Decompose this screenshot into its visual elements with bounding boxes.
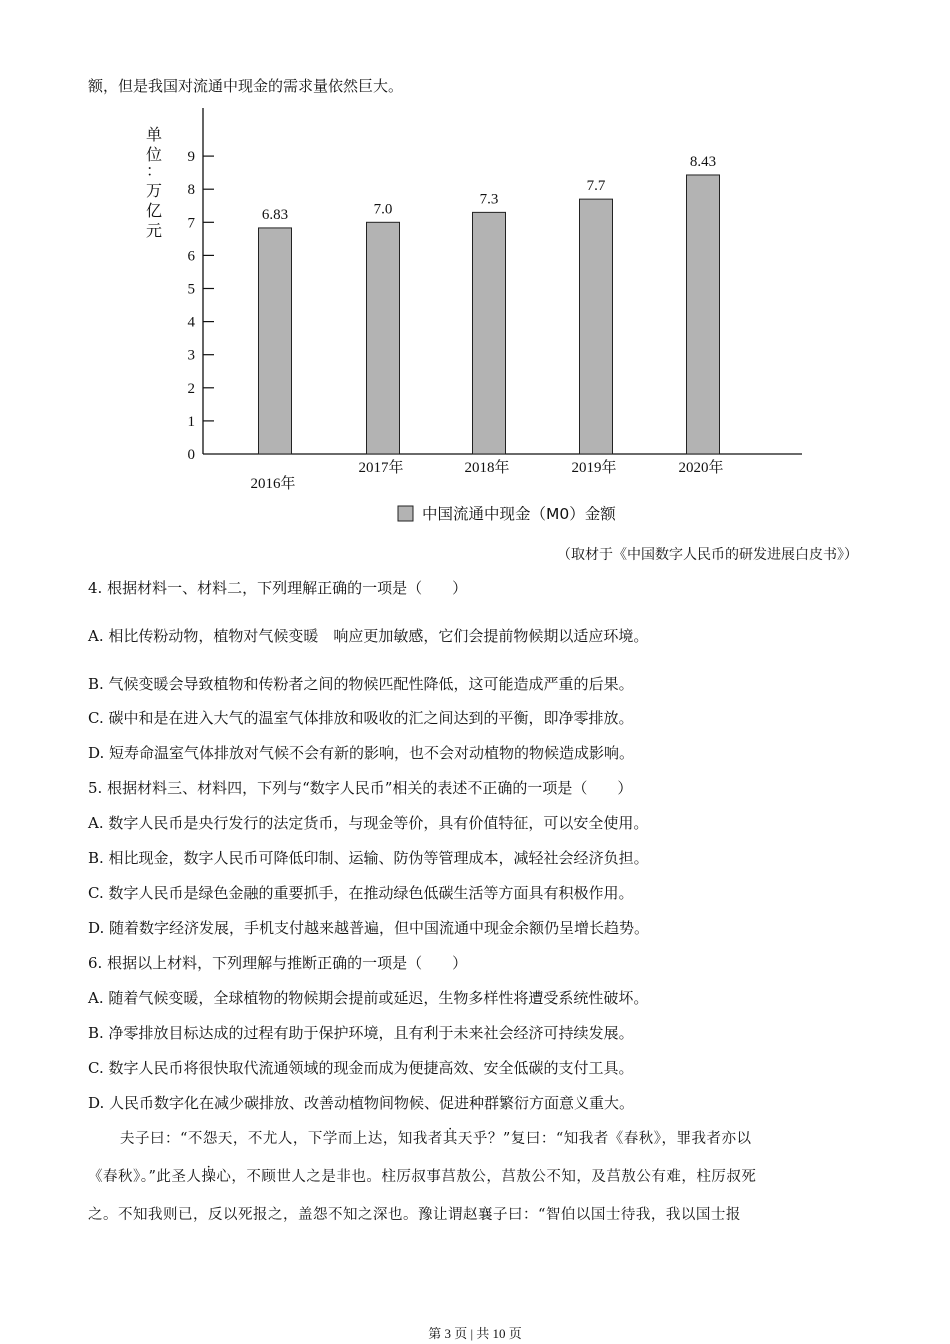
cash-bar-chart	[130, 100, 820, 540]
x-tick-label: 2019年	[571, 460, 617, 476]
x-tick-label: 2020年	[678, 460, 724, 476]
bar-value-label: 6.83	[261, 206, 289, 223]
question-5-option-b: B. 相比现金，数字人民币可降低印制、运输、防伪等管理成本，减轻社会经济负担。	[88, 849, 649, 867]
bar	[259, 228, 292, 454]
page-footer: 第 3 页 | 共 10 页	[428, 1326, 522, 1341]
classical-line-1-part-b: 天乎？”复曰：“知我者《春秋》，罪我者亦以	[457, 1131, 752, 1147]
x-tick-label: 2016年	[250, 476, 296, 492]
bar-value-label: 7.0	[373, 201, 393, 218]
question-5-option-d: D. 随着数字经济发展，手机支付越来越普遍，但中国流通中现金余额仍呈增长趋势。	[88, 919, 650, 937]
classical-line-2-part-a: 《春秋》。”此圣人	[88, 1169, 202, 1185]
question-4-stem: 4. 根据材料一、材料二，下列理解正确的一项是（ ）	[88, 579, 468, 597]
classical-text-line-1	[120, 1129, 752, 1149]
y-tick-label: 5	[187, 281, 195, 298]
bar	[580, 199, 613, 454]
question-6-stem: 6. 根据以上材料，下列理解与推断正确的一项是（ ）	[88, 954, 468, 972]
bar-value-label: 8.43	[689, 153, 717, 170]
x-tick-label: 2017年	[358, 460, 404, 476]
question-6-option-c: C. 数字人民币将很快取代流通领域的现金而成为便捷高效、安全低碳的支付工具。	[88, 1059, 634, 1077]
bar	[687, 175, 720, 454]
emphasis-char-qi: 其	[442, 1131, 458, 1147]
source-citation: （取材于《中国数字人民币的研发进展白皮书》）	[557, 547, 858, 563]
y-axis-label-char: 单	[145, 125, 163, 144]
legend-label: 中国流通中现金（M0）金额	[422, 505, 616, 523]
x-tick-label: 2018年	[464, 460, 510, 476]
question-6-option-a: A. 随着气候变暖，全球植物的物候期会提前或延迟，生物多样性将遭受系统性破坏。	[88, 989, 649, 1007]
y-tick-label: 0	[187, 447, 195, 463]
y-tick-label: 4	[187, 314, 195, 331]
bar	[367, 222, 400, 454]
bar-value-label: 7.3	[479, 191, 499, 208]
question-5-option-c: C. 数字人民币是绿色金融的重要抓手，在推动绿色低碳生活等方面具有积极作用。	[88, 884, 634, 902]
y-tick-label: 9	[187, 149, 195, 166]
question-4-option-c: C. 碳中和是在进入大气的温室气体排放和吸收的汇之间达到的平衡，即净零排放。	[88, 709, 634, 727]
y-tick-label: 6	[187, 248, 195, 265]
y-axis-label-char: ：	[145, 161, 163, 180]
question-4-option-a: A. 相比传粉动物，植物对气候变暖 响应更加敏感，它们会提前物候期以适应环境。	[88, 627, 649, 645]
y-tick-label: 1	[187, 413, 195, 430]
y-axis-label-char: 亿	[145, 201, 163, 220]
y-axis-label-char: 位	[145, 145, 163, 164]
question-5-option-a: A. 数字人民币是央行发行的法定货币，与现金等价，具有价值特征，可以安全使用。	[88, 814, 649, 832]
bar	[473, 212, 506, 454]
classical-text-line-3: 之。不知我则已，反以死报之，盖怨不知之深也。豫让谓赵襄子曰：“智伯以国士待我，我以国士报	[88, 1207, 741, 1223]
classical-line-2-part-b: 心，不顾世人之是非也。柱厉叔事莒敖公，莒敖公不知，及莒敖公有难，柱厉叔死	[216, 1169, 757, 1185]
y-tick-label: 8	[187, 182, 195, 199]
y-axis-label-char: 元	[145, 221, 163, 240]
question-4-option-d: D. 短寿命温室气体排放对气候不会有新的影响，也不会对动植物的物候造成影响。	[88, 744, 635, 762]
legend-swatch	[398, 506, 413, 521]
classical-text-line-2	[88, 1167, 756, 1187]
question-4-option-b: B. 气候变暖会导致植物和传粉者之间的物候匹配性降低，这可能造成严重的后果。	[88, 675, 634, 693]
y-tick-label: 3	[187, 347, 195, 364]
question-5-stem: 5. 根据材料三、材料四，下列与“数字人民币”相关的表述不正确的一项是（ ）	[88, 779, 633, 797]
question-6-option-d: D. 人民币数字化在减少碳排放、改善动植物间物候、促进种群繁衍方面意义重大。	[88, 1094, 635, 1112]
classical-line-1-part-a: 夫子曰：“不怨天，不尤人，下学而上达，知我者	[120, 1131, 443, 1147]
intro-line: 额，但是我国对流通中现金的需求量依然巨大。	[88, 77, 404, 95]
y-axis-label-char: 万	[145, 181, 163, 200]
y-tick-label: 2	[187, 380, 195, 397]
y-tick-label: 7	[187, 215, 195, 232]
question-6-option-b: B. 净零排放目标达成的过程有助于保护环境，且有利于未来社会经济可持续发展。	[88, 1024, 634, 1042]
emphasis-char-cao: 操	[201, 1169, 217, 1185]
bar-value-label: 7.7	[586, 178, 606, 195]
